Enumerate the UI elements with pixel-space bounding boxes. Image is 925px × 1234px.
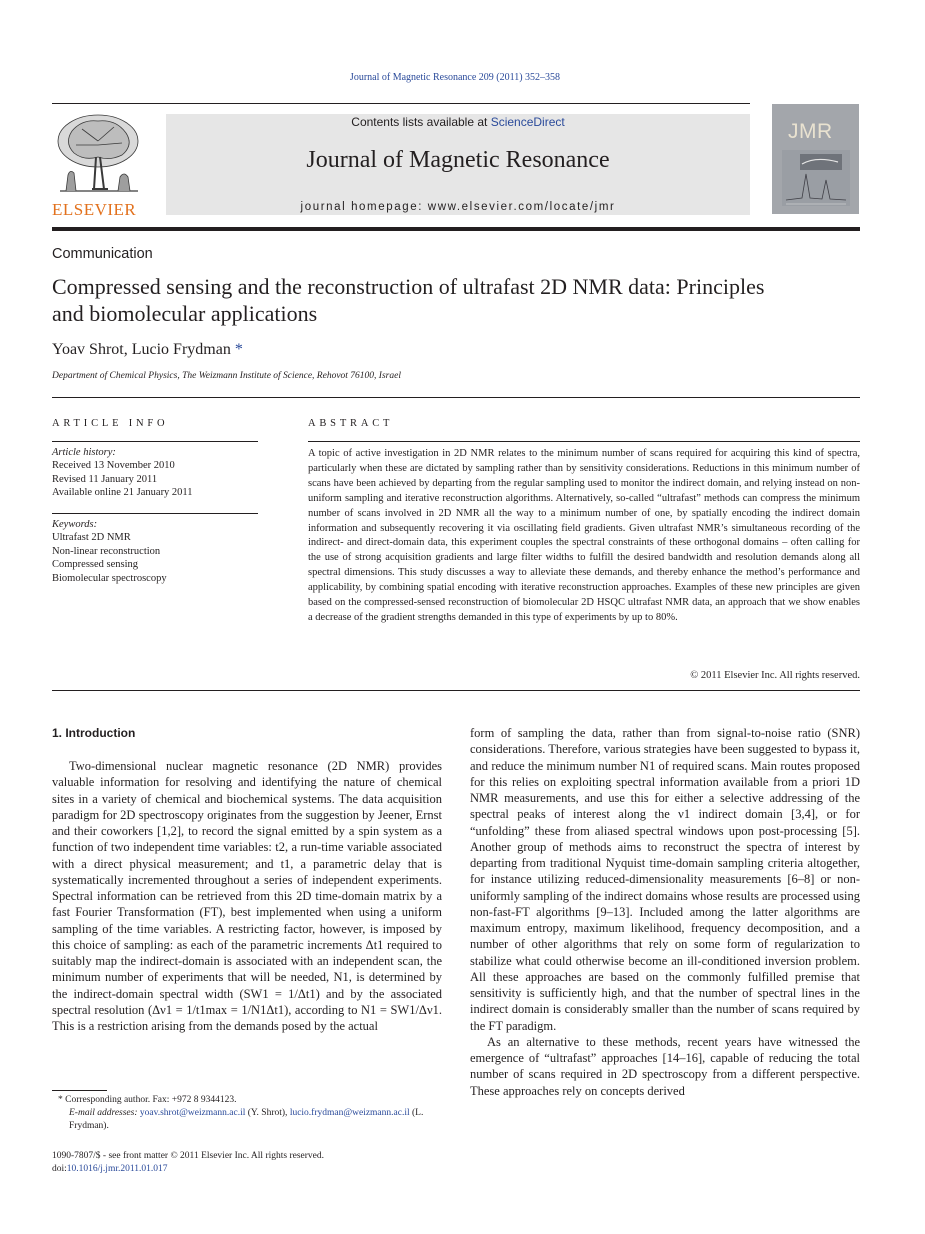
abstract-rule xyxy=(308,441,860,442)
footnote-rule xyxy=(52,1090,107,1091)
doi-label: doi: xyxy=(52,1164,67,1174)
keyword-item: Ultrafast 2D NMR xyxy=(52,532,131,544)
body-column-right xyxy=(470,725,860,1099)
section-heading-introduction: 1. Introduction xyxy=(52,726,136,740)
doi-line xyxy=(52,1163,324,1176)
cover-title: JMR xyxy=(788,120,833,143)
author-names: Yoav Shrot, Lucio Frydman xyxy=(52,341,231,358)
email-label: E-mail addresses: xyxy=(69,1108,138,1118)
doi-link[interactable]: 10.1016/j.jmr.2011.01.017 xyxy=(66,1164,168,1174)
authors xyxy=(52,341,243,359)
keywords-rule xyxy=(52,513,258,514)
history-online: Available online 21 January 2011 xyxy=(52,487,193,499)
email-line xyxy=(52,1107,442,1133)
history-revised: Revised 11 January 2011 xyxy=(52,473,158,485)
email-link-frydman[interactable]: lucio.frydman@weizmann.ac.il xyxy=(289,1108,410,1118)
article-history xyxy=(52,446,258,500)
front-matter-info xyxy=(52,1150,324,1176)
keyword-item: Compressed sensing xyxy=(52,559,139,571)
journal-cover-image xyxy=(772,104,859,214)
header-rule-thick xyxy=(52,227,860,231)
paper-title-line-2: and biomolecular applications xyxy=(52,301,318,326)
abstract-heading: ABSTRACT xyxy=(308,418,394,429)
article-info-heading: ARTICLE INFO xyxy=(52,418,169,429)
keyword-item: Biomolecular spectroscopy xyxy=(52,572,167,584)
journal-homepage[interactable]: journal homepage: www.elsevier.com/locate/jmr xyxy=(300,201,616,213)
email-name-frydman: (L. Frydman). xyxy=(69,1108,424,1131)
paragraph: As an alternative to these methods, recent years have witnessed the emergence of “ultrafast” approaches [14–16], capable of reducing the total number of scans required in 2D spectroscopy from a different perspective. These approaches rely on concepts derived xyxy=(470,1034,860,1098)
issn-line: 1090-7807/$ - see front matter © 2011 Elsevier Inc. All rights reserved. xyxy=(52,1151,325,1161)
email-link-shrot[interactable]: yoav.shrot@weizmann.ac.il xyxy=(139,1108,246,1118)
cover-spectrum-icon xyxy=(782,150,850,206)
paper-title xyxy=(52,273,862,327)
journal-citation[interactable]: Journal of Magnetic Resonance 209 (2011) 352–358 xyxy=(349,72,561,83)
elsevier-tree-icon xyxy=(52,111,144,201)
journal-title: Journal of Magnetic Resonance xyxy=(306,147,610,173)
contents-prefix: Contents lists available at xyxy=(351,115,491,129)
contents-line xyxy=(166,115,750,129)
footnote xyxy=(52,1094,442,1133)
abstract-text: A topic of active investigation in 2D NMR relates to the minimum number of scans required for acquiring this kind of spectra, particularly when these are dictated by sampling rather than by sensitivity considerations. Reductions in this minimum number of scans have been achieved by departing from the regular sampling used to monitor the indirect domain, and relying instead on non-uniform sampling and iterative reconstruction algorithms. Alternatively, so-called “ultrafast” methods can compress the minimum number of scans involved in 2D NMR all the way to a minimum number of one, by spatially encoding the indirect domain information and subsequently recovering it via oscillating field gradients. Given ultrafast NMR’s simultaneous recording of the indirect- and direct-domain data, this experiment couples the spectral constraints of these orthogonal domains – often calling for the use of strong acquisition gradients and large filter widths to fulfill the desired bandwidth and resolution demands along all spectral dimensions. This study discusses a way to alleviate these demands, and thereby enhance the method’s performance and applicability, by combining spatial encoding with iterative reconstruction approaches. Examples of these new principles are given based on the compressed-sensed reconstruction of biomolecular 2D HSQC ultrafast NMR data, an approach that we show enables a decrease of the gradient strengths demanded in this type of experiments by up to 80%. xyxy=(308,448,860,623)
history-label: Article history: xyxy=(52,447,116,458)
article-info-rule xyxy=(52,441,258,442)
body-column-left xyxy=(52,758,442,1034)
corresponding-author-mark[interactable]: * xyxy=(234,341,243,358)
paragraph: Two-dimensional nuclear magnetic resonance (2D NMR) provides valuable information for resolving and identifying the nature of chemical sites in a variety of chemical and biochemical systems. The data acquisition paradigm for 2D spectroscopy originates from the suggestion by Jeener, Ernst and their coworkers [1,2], to record the signal emitted by a spin system as a function of two independent time variables: t2, a run-time variable associated with a direct physical measurement; and t1, a parametric delay that is systematically incremented throughout a series of independent experiments. Spectral information can be retrieved from this 2D time-domain matrix by a fast Fourier Transformation (FT), best implemented when using a uniform sampling of the time variables. A restricting factor, however, is imposed by this choice of sampling: as each of the parametric increments Δt1 required to suitably map the indirect-domain is associated with an independent scan, the minimum number of experiments that will be needed, N1, is determined by the indirect-domain spectral width (SW1 = 1/Δt1) and by the associated spectral resolution (Δν1 = 1/t1max = 1/N1Δt1), according to N1 = SW1/Δν1. This is a restriction arising from the demands posed by the actual xyxy=(52,759,442,1033)
affiliation: Department of Chemical Physics, The Weizmann Institute of Science, Rehovot 76100, Israel xyxy=(52,371,401,381)
abstract-copyright: © 2011 Elsevier Inc. All rights reserved. xyxy=(690,670,860,681)
email-name-shrot: (Y. Shrot), xyxy=(247,1108,288,1118)
paragraph: form of sampling the data, rather than from signal-to-noise ratio (SNR) considerations. Therefore, various strategies have been suggested to bypass it, and reduce the minimum number N1 of required scans. Main routes proposed for this relies on exploiting spectral information available from a priori 1D NMR measurements, and use this for either a selective addressing of the spectral peaks of interest along the ν1 indirect domain [3,4], or for “unfolding” these from aliased spectral windows upon post-processing [5]. Another group of methods aims to reconstruct the spectra of interest by departing from traditional Nyquist time-domain sampling criteria altogether, for instance utilizing reduced-dimensionality measurements [6–8] or non-uniformly sampling of the indirect domains whose results are processed using non-fast-FT algorithms [9–13]. Included among the latter algorithms are maximum entropy, maximum likelihood, frequency decomposition, and a number of other algorithms that rely on some form of regularization to stabilize what could otherwise become an ill-conditioned inversion problem. All these approaches are based on the commonly fulfilled premise that sensitivity is sufficiently high, and that the number of spectral lines in the indirect domain is considerably smaller than the number of scans required by the FT paradigm. xyxy=(470,726,860,1033)
paper-title-line-1: Compressed sensing and the reconstruction of ultrafast 2D NMR data: Principles xyxy=(52,274,765,299)
keywords xyxy=(52,518,258,585)
article-type: Communication xyxy=(52,246,153,262)
corresponding-author-note: * Corresponding author. Fax: +972 8 9344123. xyxy=(58,1095,237,1105)
keyword-item: Non-linear reconstruction xyxy=(52,545,161,557)
header-rule-top xyxy=(52,103,750,104)
sciencedirect-link[interactable]: ScienceDirect xyxy=(490,115,565,129)
abstract-bottom-rule xyxy=(52,690,860,691)
keywords-label: Keywords: xyxy=(52,519,98,530)
publisher-logo-text: ELSEVIER xyxy=(52,200,137,219)
journal-banner xyxy=(166,114,750,215)
title-rule xyxy=(52,397,860,398)
history-received: Received 13 November 2010 xyxy=(52,460,175,472)
